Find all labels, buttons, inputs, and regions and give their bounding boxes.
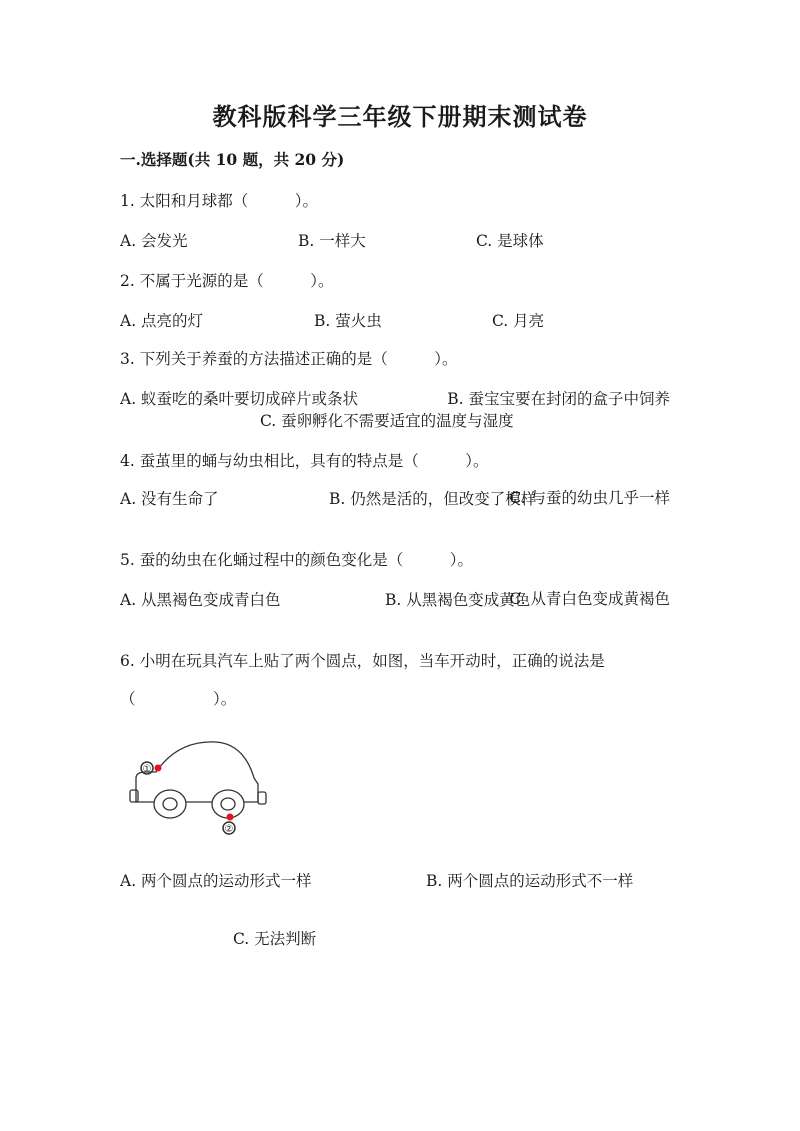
question-4-option-a[interactable]: A. 没有生命了 (120, 490, 219, 508)
question-3-option-a[interactable]: A. 蚁蚕吃的桑叶要切成碎片或条状 (120, 390, 359, 408)
dot-1-marker (155, 765, 162, 772)
question-6-stem: 6. 小明在玩具汽车上贴了两个圆点，如图，当车开动时，正确的说法是 (120, 652, 605, 670)
label-1-text: ① (142, 764, 152, 775)
question-6-option-b[interactable]: B. 两个圆点的运动形式不一样 (426, 872, 634, 890)
label-2-text: ② (224, 824, 234, 835)
question-1-option-b[interactable]: B. 一样大 (298, 232, 366, 250)
question-3-option-b[interactable]: B. 蚕宝宝要在封闭的盒子中饲养 (447, 390, 670, 408)
dot-2-marker (227, 814, 234, 821)
page-title: 教科版科学三年级下册期末测试卷 (212, 102, 588, 131)
question-5-stem: 5. 蚕的幼虫在化蛹过程中的颜色变化是（ ）。 (120, 551, 473, 569)
question-3-option-c[interactable]: C. 蚕卵孵化不需要适宜的温度与湿度 (260, 412, 514, 430)
question-5-option-b[interactable]: B. 从黑褐色变成黄色 (385, 591, 531, 609)
question-1-stem: 1. 太阳和月球都（ ）。 (120, 192, 318, 210)
question-1-option-a[interactable]: A. 会发光 (120, 232, 188, 250)
question-5-option-c[interactable]: C. 从青白色变成黄褐色 (509, 590, 670, 608)
question-3-stem: 3. 下列关于养蚕的方法描述正确的是（ ）。 (120, 350, 458, 368)
question-1-option-c[interactable]: C. 是球体 (476, 232, 544, 250)
question-6-stem-continued: （ ）。 (120, 690, 237, 708)
car-rear-bumper (258, 792, 266, 804)
car-body-outline (136, 742, 258, 802)
question-4-option-b[interactable]: B. 仍然是活的，但改变了模样 (329, 490, 537, 508)
question-3-option-b-wrapper (120, 387, 670, 409)
car-front-bumper (130, 790, 138, 802)
question-6-option-c[interactable]: C. 无法判断 (233, 930, 317, 948)
question-2-option-c[interactable]: C. 月亮 (492, 312, 545, 330)
car-rear-wheel (212, 790, 244, 818)
question-5-option-a[interactable]: A. 从黑褐色变成青白色 (120, 591, 281, 609)
question-4-stem: 4. 蚕茧里的蛹与幼虫相比，具有的特点是（ ）。 (120, 452, 489, 470)
question-6-option-a[interactable]: A. 两个圆点的运动形式一样 (120, 872, 312, 890)
question-2-option-b[interactable]: B. 萤火虫 (314, 312, 382, 330)
question-2-option-a[interactable]: A. 点亮的灯 (120, 312, 204, 330)
car-front-wheel (154, 790, 186, 818)
toy-car-figure (126, 738, 276, 838)
section-heading: 一.选择题(共 10 题，共 20 分) (120, 150, 345, 169)
question-2-stem: 2. 不属于光源的是（ ）。 (120, 272, 334, 290)
question-4-option-c[interactable]: C. 与蚕的幼虫几乎一样 (509, 489, 670, 507)
